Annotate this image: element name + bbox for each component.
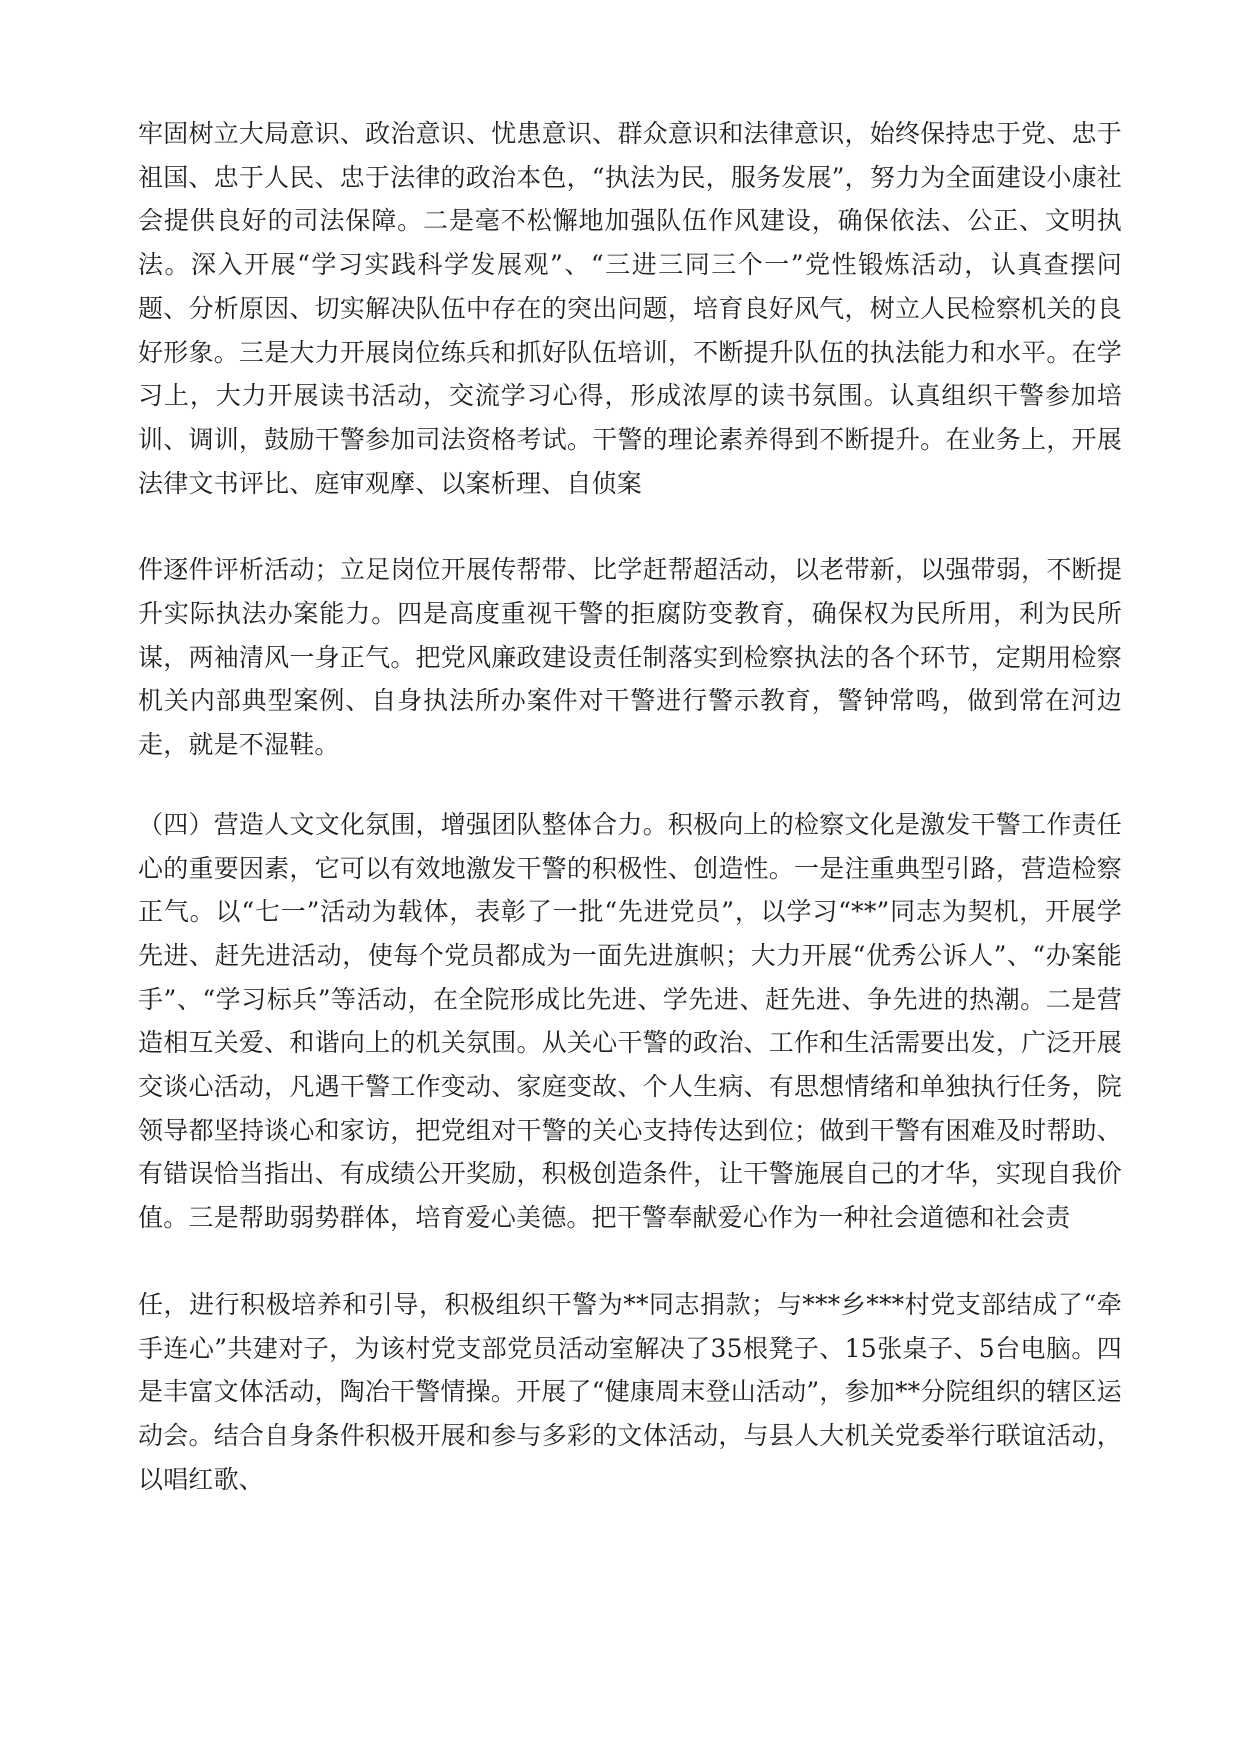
paragraph-3: （四）营造人文文化氛围，增强团队整体合力。积极向上的检察文化是激发干警工作责任心的重要因素，它可以有效地激发干警的积极性、创造性。一是注重典型引路，营造检察正气。以“七一”活动为载体，表彰了一批“先进党员”，以学习“**”同志为契机，开展学先进、赶先进活动，使每个党员都成为一面先进旗帜；大力开展“优秀公诉人”、“办案能手”、“学习标兵”等活动，在全院形成比先进、学先进、赶先进、争先进的热潮。二是营造相互关爱、和谐向上的机关氛围。从关心干警的政治、工作和生活需要出发，广泛开展交谈心活动，凡遇干警工作变动、家庭变故、个人生病、有思想情绪和单独执行任务，院领导都坚持谈心和家访，把党组对干警的关心支持传达到位；做到干警有困难及时帮助、有错误恰当指出、有成绩公开奖励，积极创造条件，让干警施展自己的才华，实现自我价值。三是帮助弱势群体，培育爱心美德。把干警奉献爱心作为一种社会道德和社会责 — [138, 809, 1122, 1233]
paragraph-1: 牢固树立大局意识、政治意识、忧患意识、群众意识和法律意识，始终保持忠于党、忠于祖国、忠于人民、忠于法律的政治本色，“执法为民，服务发展”，努力为全面建设小康社会提供良好的司法保障。二是毫不松懈地加强队伍作风建设，确保依法、公正、文明执法。深入开展“学习实践科学发展观”、“三进三同三个一”党性锻炼活动，认真查摆问题、分析原因、切实解决队伍中存在的突出问题，培育良好风气，树立人民检察机关的良好形象。三是大力开展岗位练兵和抓好队伍培训，不断提升队伍的执法能力和水平。在学习上，大力开展读书活动，交流学习心得，形成浓厚的读书氛围。认真组织干警参加培训、调训，鼓励干警参加司法资格考试。干警的理论素养得到不断提升。在业务上，开展法律文书评比、庭审观摩、以案析理、自侦案 — [138, 119, 1122, 498]
paragraph-4: 任，进行积极培养和引导，积极组织干警为**同志捐款；与***乡***村党支部结成了“牵手连心”共建对子，为该村党支部党员活动室解决了35根凳子、15张桌子、5台电脑。四是丰富文体活动，陶冶干警情操。开展了“健康周末登山活动”，参加**分院组织的辖区运动会。结合自身条件积极开展和参与多彩的文体活动，与县人大机关党委举行联谊活动，以唱红歌、 — [138, 1289, 1122, 1494]
paragraph-2: 件逐件评析活动；立足岗位开展传帮带、比学赶帮超活动，以老带新，以强带弱，不断提升实际执法办案能力。四是高度重视干警的拒腐防变教育，确保权为民所用，利为民所谋，两袖清风一身正气。把党风廉政建设责任制落实到检察执法的各个环节，定期用检察机关内部典型案例、自身执法所办案件对干警进行警示教育，警钟常鸣，做到常在河边走，就是不湿鞋。 — [138, 555, 1122, 760]
